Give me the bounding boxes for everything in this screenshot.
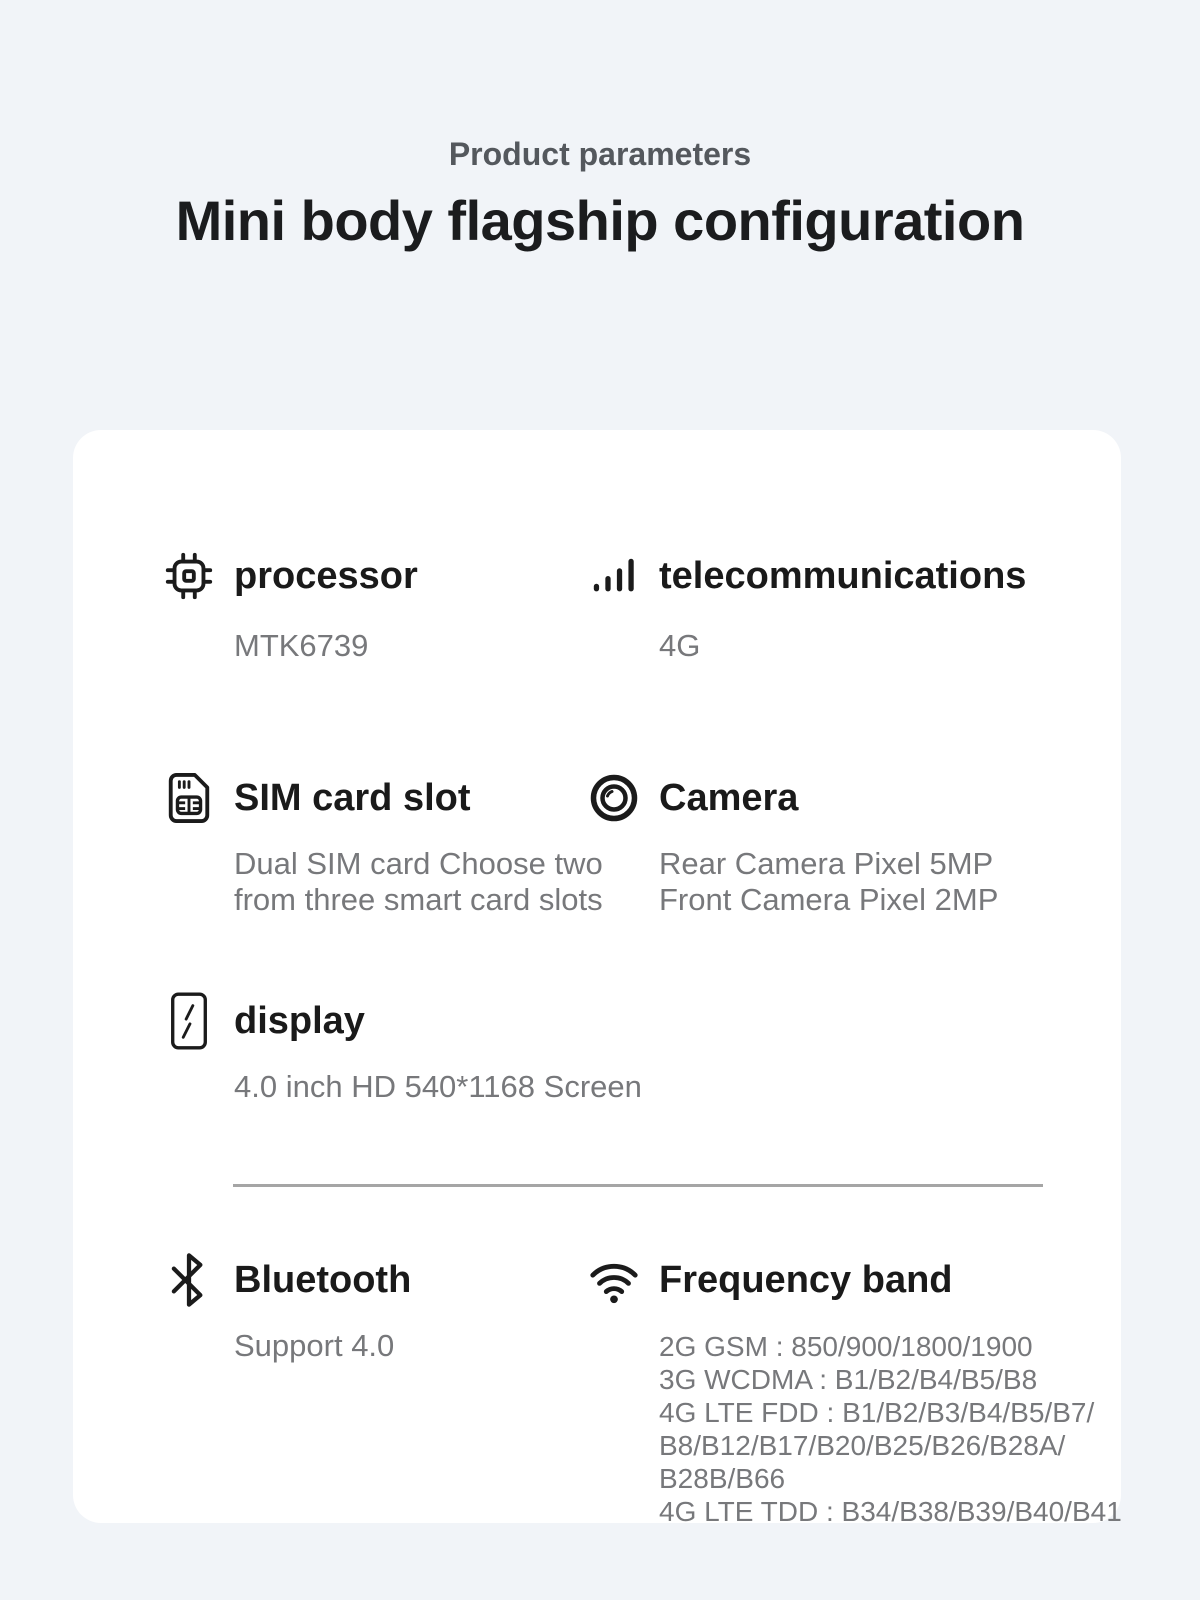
spec-header: [160, 1242, 411, 1318]
spec-header: [585, 1242, 1122, 1318]
spec-label: Frequency band: [659, 1258, 953, 1301]
spec-item-sim-card-slot: [160, 760, 603, 918]
spec-label: Bluetooth: [234, 1258, 412, 1301]
spec-value: [234, 846, 603, 918]
wifi-icon: [585, 1242, 643, 1318]
spec-label: Camera: [659, 776, 799, 819]
spec-header: [160, 538, 418, 614]
spec-value-line: 4G LTE TDD : B34/B38/B39/B40/B41: [659, 1496, 1122, 1527]
bluetooth-icon: [160, 1242, 218, 1318]
signal-bars-icon: [585, 538, 643, 614]
page-title: Mini body flagship configuration: [175, 189, 1025, 252]
spec-value-line: B28B/B66: [659, 1463, 786, 1494]
spec-card: [73, 430, 1122, 1527]
sim-card-icon: [160, 760, 218, 836]
camera-lens-icon: [585, 760, 643, 836]
spec-value-line: Front Camera Pixel 2MP: [659, 882, 999, 917]
spec-item-processor: [160, 538, 418, 664]
spec-header: [160, 983, 642, 1059]
spec-item-telecommunications: [585, 538, 1026, 664]
spec-label: telecommunications: [659, 554, 1027, 597]
spec-label: display: [234, 999, 365, 1042]
spec-value-line: 2G GSM : 850/900/1800/1900: [659, 1331, 1033, 1362]
spec-value-line: Rear Camera Pixel 5MP: [659, 846, 994, 881]
spec-value-line: 4G LTE FDD : B1/B2/B3/B4/B5/B7/: [659, 1397, 1095, 1428]
spec-value: [659, 1330, 1122, 1528]
spec-value: 4G: [659, 628, 701, 663]
spec-label: processor: [234, 554, 418, 597]
spec-value: [659, 846, 998, 918]
spec-label: SIM card slot: [234, 776, 471, 819]
spec-item-camera: [585, 760, 998, 918]
spec-item-frequency-band: [585, 1242, 1122, 1528]
spec-item-display: [160, 983, 642, 1105]
spec-value-line: 3G WCDMA : B1/B2/B4/B5/B8: [659, 1364, 1038, 1395]
spec-value: Support 4.0: [234, 1328, 395, 1363]
eyebrow-text: Product parameters: [448, 136, 752, 172]
spec-header: [585, 760, 998, 836]
spec-header: [160, 760, 603, 836]
section-divider: [233, 1184, 1043, 1187]
spec-value-line: Dual SIM card Choose two: [234, 846, 603, 881]
spec-item-bluetooth: [160, 1242, 411, 1364]
spec-header: [585, 538, 1026, 614]
phone-screen-icon: [160, 983, 218, 1059]
spec-value-line: from three smart card slots: [234, 882, 603, 917]
cpu-chip-icon: [160, 538, 218, 614]
spec-value: MTK6739: [234, 628, 369, 663]
spec-value: 4.0 inch HD 540*1168 Screen: [234, 1069, 642, 1104]
spec-value-line: B8/B12/B17/B20/B25/B26/B28A/: [659, 1430, 1066, 1461]
